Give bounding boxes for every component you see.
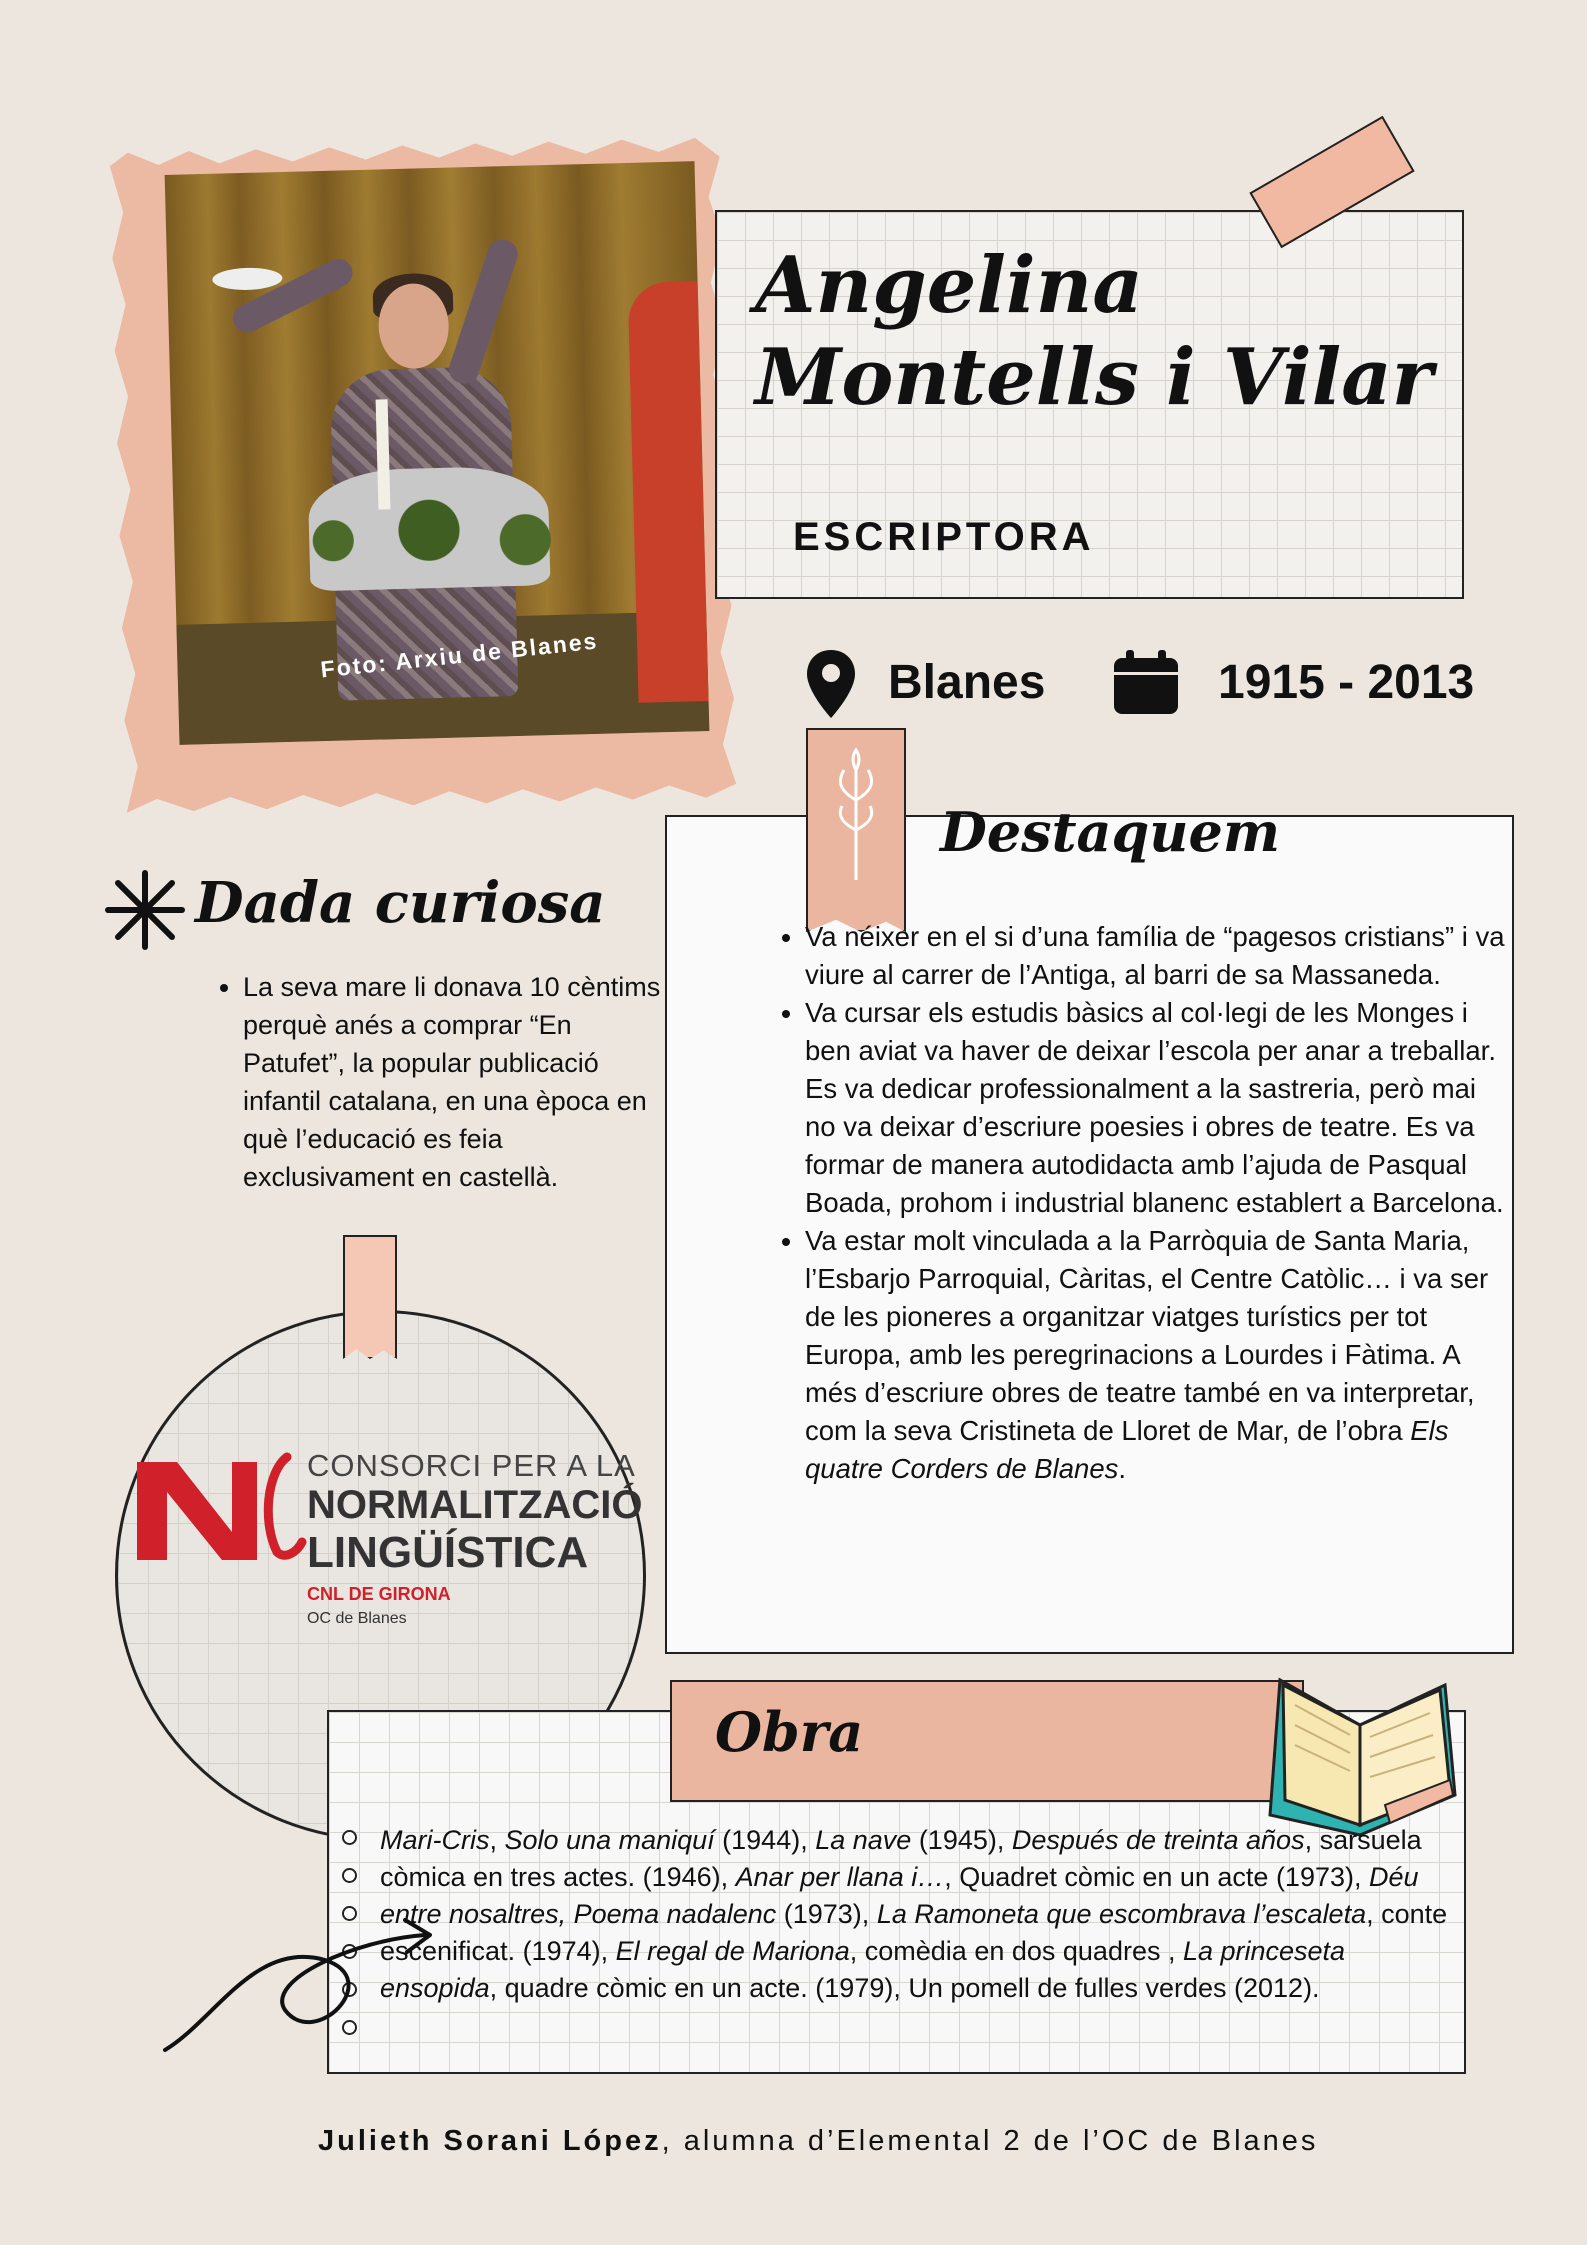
open-book-icon	[1265, 1665, 1460, 1840]
photo-credit: Foto: Arxiu de Blanes	[319, 627, 600, 683]
footer-credit	[318, 2125, 1318, 2158]
logo-text: NORMALITZACIÓ	[307, 1483, 643, 1527]
life-years: 1915 - 2013	[1218, 656, 1475, 709]
work-title-italic: Mari-Cris	[380, 1825, 490, 1855]
name-line-1: Angelina	[755, 240, 1143, 331]
list-item: • Va néixer en el si d’una família de “pagesos cristians” i va viure al carrer de l’Antiga, al barri de sa Massaneda.	[805, 918, 1505, 994]
work-title-italic: El regal de Mariona	[615, 1936, 850, 1966]
highlights-title: Destaquem	[940, 800, 1281, 864]
work-text-segment: ,	[489, 1825, 505, 1855]
logo-text: LINGÜÍSTICA	[307, 1528, 589, 1577]
author-name: Julieth Sorani López	[318, 2125, 662, 2157]
list-item: • Va cursar els estudis bàsics al col·legi de les Monges i ben aviat va haver de deixar l’escola per anar a treballar. Es va dedicar professionalment a la sastreria, però mai no va deixar d’escriure poesies i obres de teatre. Es va formar de manera autodidacta amb l’ajuda de Pasqual Boada, prohom i industrial blanenc establert a Barcelona.	[805, 994, 1505, 1222]
work-text-segment: (1945),	[911, 1825, 1012, 1855]
logo-text: CNL DE GIRONA	[307, 1584, 451, 1604]
work-title-italic: La Ramoneta que escombrava l’escaleta	[876, 1899, 1367, 1929]
washi-tape-flower	[806, 728, 906, 932]
flower-icon	[808, 730, 904, 930]
author-description: , alumna d’Elemental 2 de l’OC de Blanes	[661, 2125, 1319, 2157]
work-text-segment: (1944),	[714, 1825, 816, 1855]
logo-text: CONSORCI PER A LA	[307, 1448, 636, 1483]
work-title: Obra	[715, 1700, 864, 1764]
arrow-doodle-icon	[155, 1900, 455, 2060]
work-title-italic: Anar per llana i…	[735, 1862, 945, 1892]
work-text	[380, 1822, 1450, 2007]
work-title-italic: Déu entre nosaltres, Poema nadalenc	[380, 1862, 1419, 1929]
work-text-segment: , sarsuela còmica en tres actes. (1946),	[380, 1825, 1422, 1892]
work-title-italic: La princeseta ensopida	[380, 1936, 1346, 2003]
notebook-hole	[342, 1830, 357, 1845]
list-item: • La seva mare li donava 10 cèntims perquè anés a comprar “En Patufet”, la popular publicació infantil catalana, en una època en què l’educació es feia exclusivament en castellà.	[243, 968, 663, 1196]
work-title-italic: La nave	[815, 1825, 912, 1855]
work-text-segment: , Quadret còmic en un acte (1973),	[944, 1862, 1369, 1892]
notebook-hole	[342, 1868, 357, 1883]
work-text-segment: , quadre còmic en un acte. (1979), Un pomell de fulles verdes (2012).	[489, 1973, 1320, 2003]
work-title-italic: Solo una maniquí	[504, 1825, 715, 1855]
logo-text: OC de Blanes	[307, 1610, 407, 1627]
person-name	[755, 240, 1455, 424]
work-text-segment: , conte escenificat. (1974),	[380, 1899, 1448, 1966]
location-pin-icon	[805, 648, 857, 720]
calendar-icon	[1110, 648, 1182, 716]
list-item: • Va estar molt vinculada a la Parròquia de Santa Maria, l’Esbarjo Parroquial, Càritas, el Centre Catòlic… i va ser de les pioneres a organitzar viatges turístics per tot Europa, amb les peregrinacions a Lourdes i Fàtima. A més d’escriure obres de teatre també en va interpretar, com la seva Cristineta de Lloret de Mar, de l’obra Els quatre Corders de Blanes.	[805, 1222, 1505, 1488]
name-line-2: Montells i Vilar	[755, 332, 1433, 423]
highlights-list	[780, 918, 1505, 1488]
asterisk-icon	[100, 865, 190, 955]
work-text-segment: , comèdia en dos quadres ,	[849, 1936, 1183, 1966]
washi-tape	[343, 1235, 397, 1359]
work-title-italic: Después de treinta años	[1011, 1825, 1305, 1855]
fact-title: Dada curiosa	[195, 870, 606, 936]
cnl-logo-mark	[137, 1452, 307, 1562]
work-text-segment: (1973),	[776, 1899, 877, 1929]
profession: ESCRIPTORA	[793, 515, 1095, 559]
fact-list	[215, 968, 663, 1196]
birthplace: Blanes	[888, 656, 1046, 709]
